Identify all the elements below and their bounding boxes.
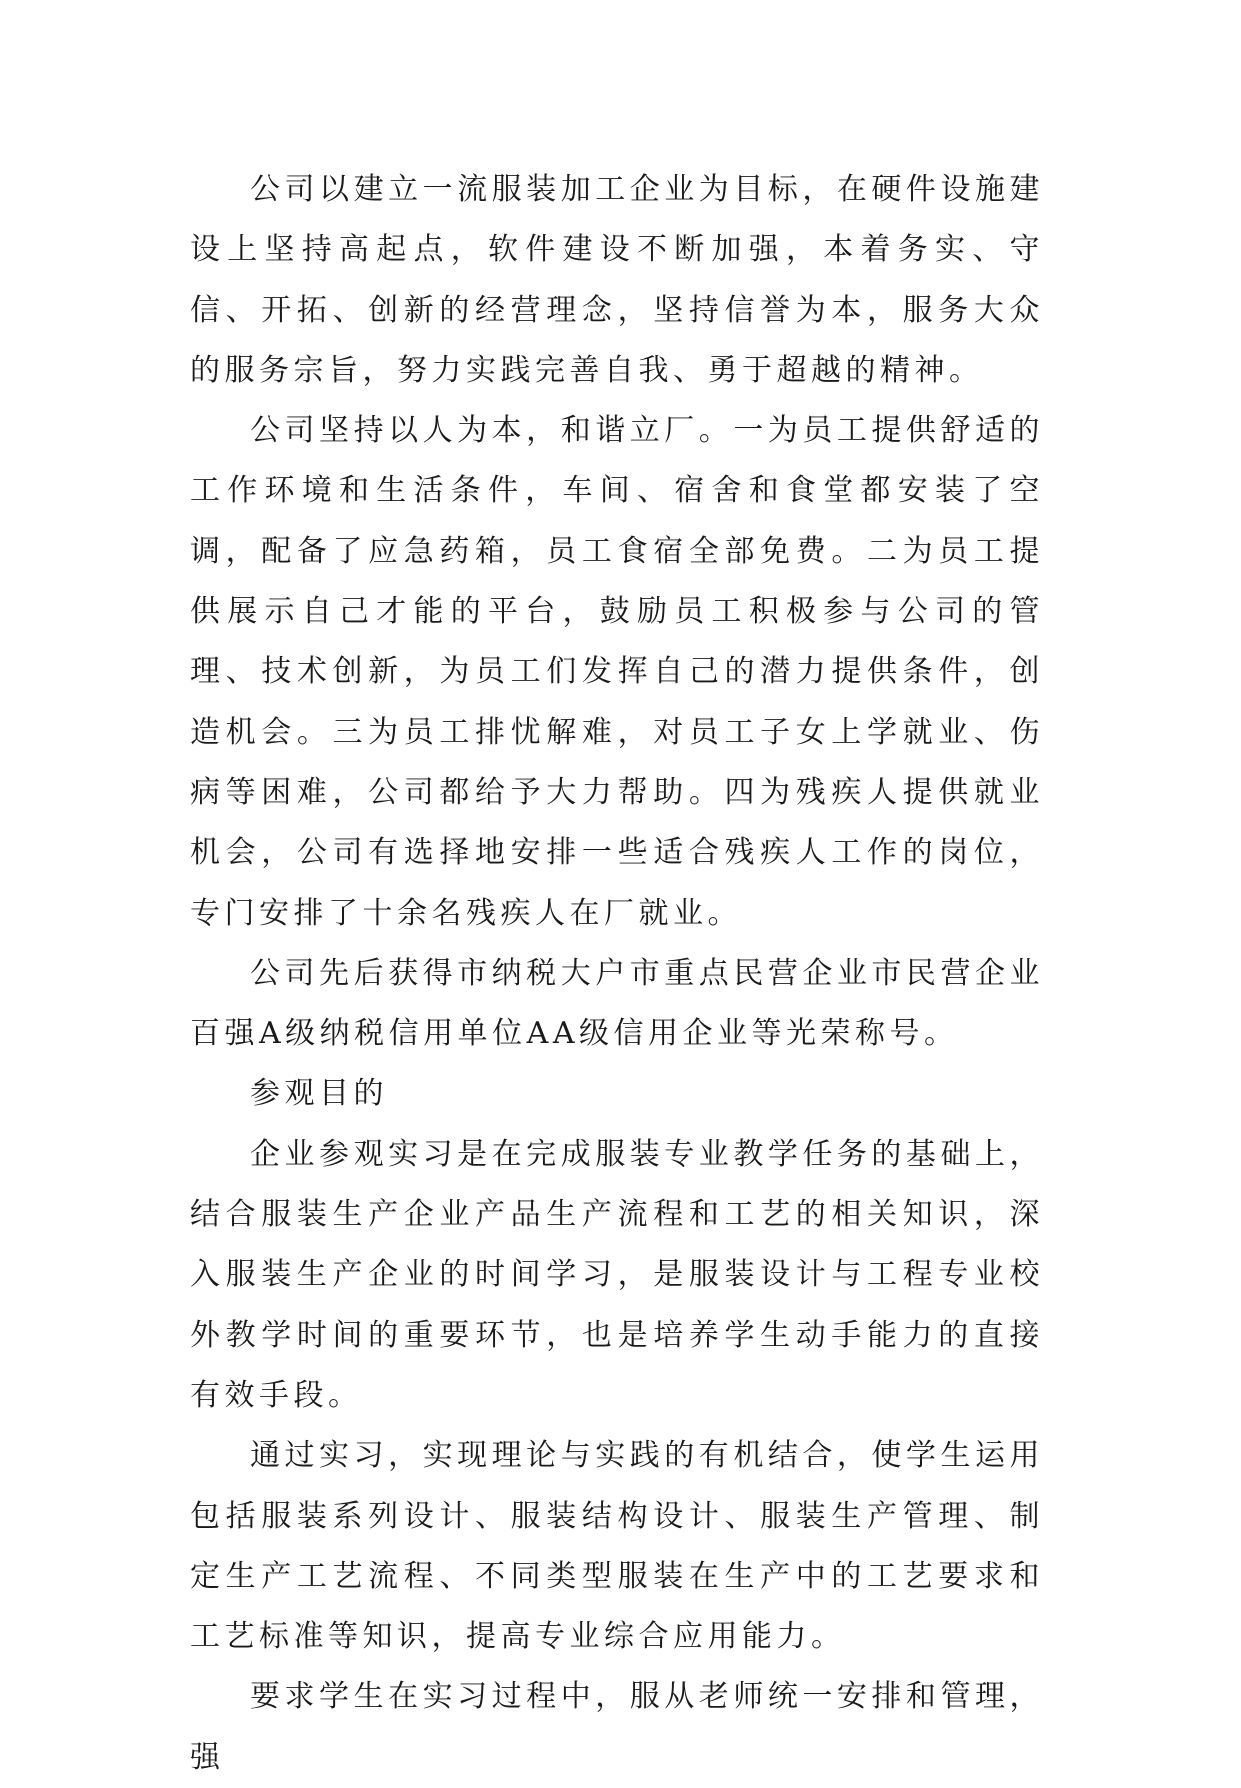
- paragraph-company-goal: 公司以建立一流服装加工企业为目标，在硬件设施建设上坚持高起点，软件建设不断加强，本着务实、守信、开拓、创新的经营理念，坚持信誉为本，服务大众的服务宗旨，努力实践完善自我、勇于超越的精神。: [190, 172, 1044, 388]
- paragraph-honors: 公司先后获得市纳税大户市重点民营企业市民营企业百强A级纳税信用单位AA级信用企业等光荣称号。: [190, 955, 1044, 1052]
- paragraph-people-oriented: 公司坚持以人为本，和谐立厂。一为员工提供舒适的工作环境和生活条件，车间、宿舍和食堂都安装了空调，配备了应急药箱，员工食宿全部免费。二为员工提供展示自己才能的平台，鼓励员工积极参与公司的管理、技术创新，为员工们发挥自己的潜力提供条件，创造机会。三为员工排忧解难，对员工子女上学就业、伤病等困难，公司都给予大力帮助。四为残疾人提供就业机会，公司有选择地安排一些适合残疾人工作的岗位，专门安排了十余名残疾人在厂就业。: [190, 413, 1044, 931]
- paragraph-visit-internship: 企业参观实习是在完成服装专业教学任务的基础上，结合服装生产企业产品生产流程和工艺的相关知识，深入服装生产企业的时间学习，是服装设计与工程专业校外教学时间的重要环节，也是培养学生动手能力的直接有效手段。: [190, 1136, 1044, 1413]
- paragraph-student-requirements: 要求学生在实习过程中，服从老师统一安排和管理，强: [190, 1679, 1044, 1775]
- paragraph-theory-practice: 通过实习，实现理论与实践的有机结合，使学生运用包括服装系列设计、服装结构设计、服装生产管理、制定生产工艺流程、不同类型服装在生产中的工艺要求和工艺标准等知识，提高专业综合应用能力。: [190, 1438, 1044, 1655]
- section-heading-visit-purpose: 参观目的: [250, 1076, 388, 1112]
- document-body: [190, 160, 1044, 1788]
